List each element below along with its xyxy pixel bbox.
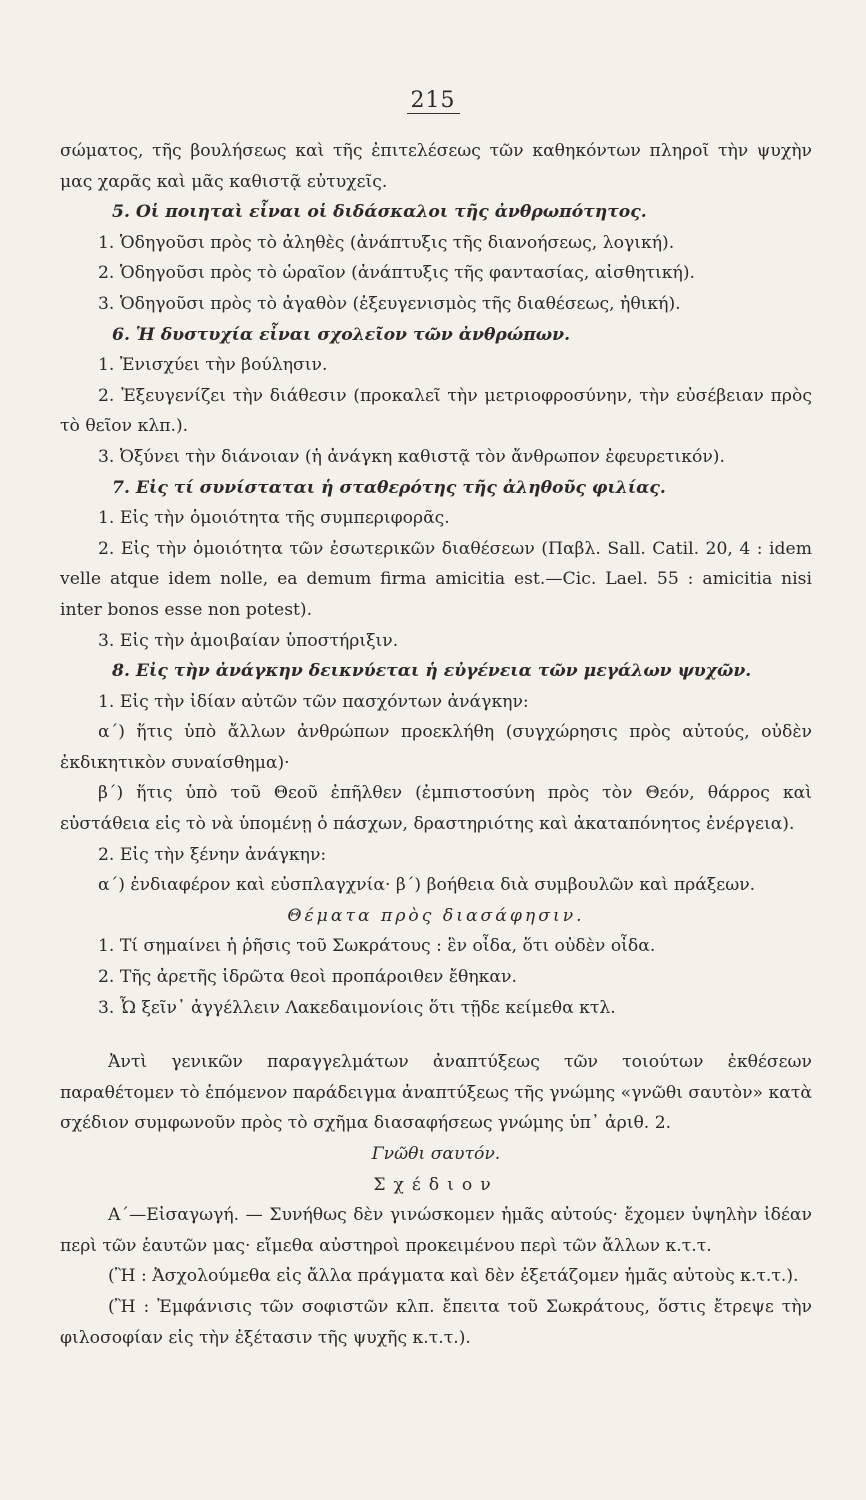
list-item: 3. Ὦ ξεῖν᾽ ἀγγέλλειν Λακεδαιμονίοις ὅτι τῇδε κείμεθα κτλ. [98, 997, 616, 1018]
list-item: 2. Εἰς τὴν ξένην ἀνάγκην: [98, 844, 327, 865]
list-item: 2. Τῆς ἀρετῆς ἱδρῶτα θεοὶ προπάροιθεν ἔθηκαν. [98, 967, 517, 988]
list-item: 1. Τί σημαίνει ἡ ῥῆσις τοῦ Σωκράτους : ἓν οἶδα, ὅτι οὐδὲν οἶδα. [98, 936, 656, 957]
list-item: 1. Εἰς τὴν ἰδίαν αὐτῶν τῶν πασχόντων ἀνάγκην: [98, 691, 529, 712]
paragraph: (Ἢ : Ἐμφάνισις τῶν σοφιστῶν κλπ. ἔπειτα τοῦ Σωκράτους, ὅστις ἔτρεψε τὴν φιλοσοφίαν εἰς τὴν ἐξέτασιν τῆς ψυχῆς κ.τ.τ.). [60, 1296, 812, 1348]
essay-title: Γνῶθι σαυτόν. [371, 1144, 501, 1164]
section-heading: 7. Εἰς τί συνίσταται ἡ σταθερότης τῆς ἀληθοῦς φιλίας. [112, 477, 666, 498]
list-item: 3. Ὀξύνει τὴν διάνοιαν (ἡ ἀνάγκη καθιστᾷ τὸν ἄνθρωπον ἐφευρετικόν). [98, 446, 725, 467]
section-heading: 6. Ἡ δυστυχία εἶναι σχολεῖον τῶν ἀνθρώπων. [112, 324, 571, 345]
paragraph: (Ἢ : Ἀσχολούμεθα εἰς ἄλλα πράγματα καὶ δὲν ἐξετάζομεν ἡμᾶς αὐτοὺς κ.τ.τ.). [108, 1266, 799, 1287]
themes-heading: Θέματα πρὸς διασάφησιν. [287, 905, 585, 926]
page-number [0, 88, 866, 113]
section-heading: 8. Εἰς τὴν ἀνάγκην δεικνύεται ἡ εὐγένεια τῶν μεγάλων ψυχῶν. [112, 661, 752, 682]
section-heading: 5. Οἱ ποιηταὶ εἶναι οἱ διδάσκαλοι τῆς ἀνθρωπότητος. [112, 202, 647, 223]
list-item: 2. Εἰς τὴν ὁμοιότητα τῶν ἐσωτερικῶν διαθέσεων (Παβλ. Sall. Catil. 20, 4 : idem velle atque idem nolle, ea demum firma amicitia est.—Cic. Lael. 55 : amicitia nisi inter bonos esse non potest). [60, 538, 812, 620]
list-item: 2. Ἐξευγενίζει τὴν διάθεσιν (προκαλεῖ τὴν μετριοφροσύνην, τὴν εὐσέβειαν πρὸς τὸ θεῖον κλπ.). [60, 385, 812, 437]
list-item: 1. Ἐνισχύει τὴν βούλησιν. [98, 355, 328, 376]
outline-title: Σχέδιον [373, 1174, 499, 1195]
list-item: 1. Ὁδηγοῦσι πρὸς τὸ ἀληθὲς (ἀνάπτυξις τῆς διανοήσεως, λογική). [98, 232, 675, 253]
list-item: 2. Ὁδηγοῦσι πρὸς τὸ ὡραῖον (ἀνάπτυξις τῆς φαντασίας, αἰσθητική). [98, 263, 695, 284]
list-item: α΄) ἥτις ὑπὸ ἄλλων ἀνθρώπων προεκλήθη (συγχώρησις πρὸς αὐτούς, οὐδὲν ἐκδικητικὸν συναίσθημα)· [60, 722, 812, 773]
list-item: 3. Ὁδηγοῦσι πρὸς τὸ ἀγαθὸν (ἐξευγενισμὸς τῆς διαθέσεως, ἠθική). [98, 293, 681, 314]
page-body [60, 136, 812, 1353]
list-item: 1. Εἰς τὴν ὁμοιότητα τῆς συμπεριφορᾶς. [98, 508, 450, 529]
paragraph: Α΄—Εἰσαγωγή. — Συνήθως δὲν γινώσκομεν ἡμᾶς αὐτούς· ἔχομεν ὑψηλὴν ἰδέαν περὶ τῶν ἑαυτῶν μας· εἴμεθα αὐστηροὶ προκειμένου περὶ τῶν ἄλλων κ.τ.τ. [60, 1205, 812, 1256]
page-number-text: 215 [407, 88, 460, 114]
list-item: β΄) ἥτις ὑπὸ τοῦ Θεοῦ ἐπῆλθεν (ἐμπιστοσύνη πρὸς τὸν Θεόν, θάρρος καὶ εὐστάθεια εἰς τὸ νὰ ὑπομένῃ ὁ πάσχων, δραστηριότης καὶ ἀκαταπόνητος ἐνέργεια). [60, 783, 812, 835]
paragraph: Ἀντὶ γενικῶν παραγγελμάτων ἀναπτύξεως τῶν τοιούτων ἐκθέσεων παραθέτομεν τὸ ἑπόμενον παράδειγμα ἀναπτύξεως τῆς γνώμης «γνῶθι σαυτὸν» κατὰ σχέδιον συμφωνοῦν πρὸς τὸ σχῆμα διασαφήσεως γνώμης ὑπ᾽ ἀριθ. 2. [60, 1052, 812, 1134]
list-item: α΄) ἐνδιαφέρον καὶ εὐσπλαγχνία· β΄) βοήθεια διὰ συμβουλῶν καὶ πράξεων. [98, 875, 756, 896]
section-gap [60, 1023, 812, 1047]
list-item: 3. Εἰς τὴν ἀμοιβαίαν ὑποστήριξιν. [98, 630, 399, 651]
paragraph-line: σώματος, τῆς βουλήσεως καὶ τῆς ἐπιτελέσεως τῶν καθηκόντων πληροῖ τὴν ψυχὴν μας χαρᾶς καὶ μᾶς καθιστᾷ εὐτυχεῖς. [60, 141, 812, 192]
